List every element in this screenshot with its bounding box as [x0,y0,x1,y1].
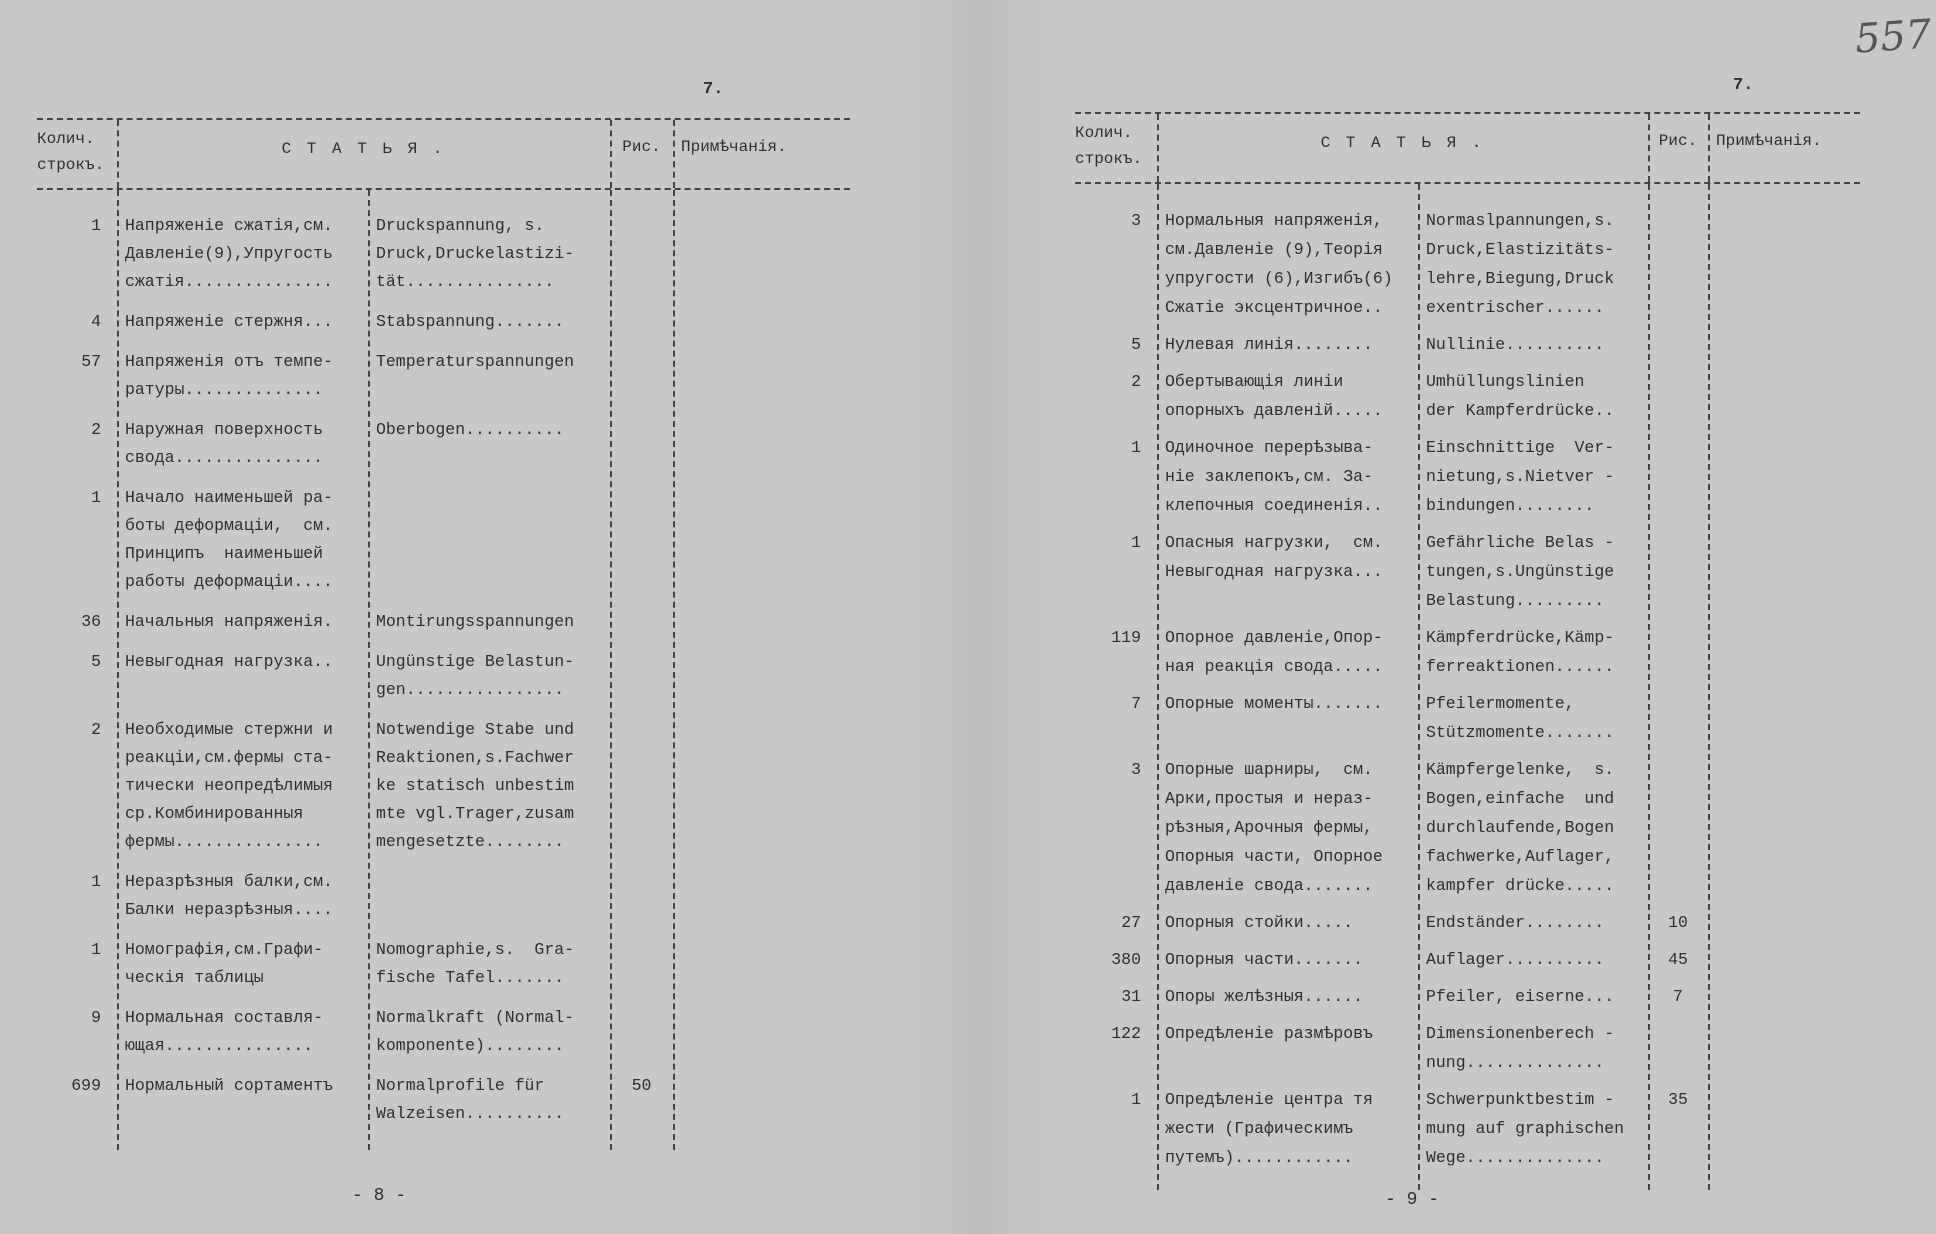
article-german-line: Einschnittige Ver- [1426,438,1615,457]
article-russian-line: работы деформаціи.... [125,572,333,591]
figure-number [610,416,673,472]
table-row [37,416,850,472]
handwritten-folio-number: 557 [1853,11,1933,63]
article-russian-line: Напряженіе сжатія,см. [125,216,333,235]
article-russian [1157,755,1418,900]
table-row [37,1004,850,1060]
right-page-number: - 9 - [1385,1190,1440,1210]
article-russian-line: Невыгодная нагрузка.. [125,652,333,671]
article-german-line: Kämpfergelenke, s. [1426,760,1615,779]
table-row [37,212,850,296]
notes-cell [673,1072,850,1128]
article-german-line: bindungen........ [1426,496,1595,515]
line-count: 36 [81,612,101,631]
line-count: 3 [1131,211,1141,230]
article-german-line: Pfeiler, eiserne... [1426,987,1615,1006]
right-page-column-number: 7. [1733,76,1754,95]
article-german [1418,528,1648,615]
article-german-line: Belastung......... [1426,591,1605,610]
article-german-line: Druck,Elastizitäts- [1426,240,1615,259]
line-count: 3 [1131,760,1141,779]
article-german [368,1004,610,1060]
notes-cell [673,648,850,704]
notes-cell [673,608,850,636]
table-row [1075,945,1860,974]
article-russian-line: Опорные моменты....... [1165,694,1383,713]
notes-cell [1708,689,1860,747]
article-german-line: Druck,Druckelastizi- [376,244,575,263]
article-russian [117,416,368,472]
notes-cell [1708,367,1860,425]
right-page-table [1075,112,1860,1190]
article-german-line: Stützmomente....... [1426,723,1615,742]
header-count [1075,114,1159,182]
article-german-line: lehre,Biegung,Druck [1426,269,1615,288]
article-russian [117,868,368,924]
figure-number [1648,206,1708,322]
article-german-line: Notwendige Stabe und [376,720,575,739]
line-count: 380 [1111,950,1141,969]
article-german-line: Schwerpunktbestim - [1426,1090,1615,1109]
article-german [368,1072,610,1128]
line-count: 1 [91,216,101,235]
article-russian-line: рѣзныя,Арочныя фермы, [1165,818,1373,837]
notes-cell [1708,1085,1860,1172]
notes-cell [673,212,850,296]
article-german [1418,908,1648,937]
figure-number [1648,330,1708,359]
article-russian-line: давленіе свода....... [1165,876,1373,895]
header-figure-label: Рис. [622,138,661,156]
table-row [1075,433,1860,520]
article-russian-line: Нормальныя напряженія, [1165,211,1383,230]
line-count: 1 [91,872,101,891]
article-german [368,348,610,404]
article-german-line: ferreaktionen...... [1426,657,1615,676]
article-russian [1157,367,1418,425]
article-russian [1157,908,1418,937]
figure-number [610,212,673,296]
article-german-line: Montirungsspannungen [376,612,575,631]
article-german [1418,755,1648,900]
article-russian [117,1004,368,1060]
article-russian [117,484,368,596]
article-german [1418,433,1648,520]
figure-number: 7 [1673,987,1683,1006]
table-header [37,118,850,190]
article-russian-line: упругости (6),Изгибъ(6) [1165,269,1393,288]
article-russian [1157,1085,1418,1172]
article-russian-line: фермы............... [125,832,324,851]
article-russian-line: Напряженія отъ темпе- [125,352,333,371]
article-german [1418,623,1648,681]
article-german-line: Temperaturspannungen [376,352,575,371]
left-page-table [37,118,850,1150]
article-german [1418,330,1648,359]
article-russian-line: см.Давленіе (9),Теорія [1165,240,1383,259]
table-row [1075,982,1860,1011]
header-figure-label: Рис. [1658,132,1698,150]
figure-number [610,868,673,924]
line-count: 1 [91,940,101,959]
table-row [37,1072,850,1128]
article-german-line: fachwerke,Auflager, [1426,847,1615,866]
figure-number [1648,1019,1708,1077]
article-russian-line: Опредѣленіе размѣровъ [1165,1024,1373,1043]
article-russian-line: Арки,простыя и нераз- [1165,789,1373,808]
article-russian-line: Номографія,см.Графи- [125,940,324,959]
article-german-line: Auflager.......... [1426,950,1605,969]
line-count: 1 [1131,438,1141,457]
table-row [37,648,850,704]
article-russian [117,936,368,992]
notes-cell [673,348,850,404]
figure-number: 35 [1668,1090,1688,1109]
article-russian [1157,433,1418,520]
line-count: 119 [1111,628,1141,647]
table-row [1075,908,1860,937]
line-count: 5 [91,652,101,671]
article-german-line: durchlaufende,Bogen [1426,818,1615,837]
figure-number [610,608,673,636]
article-german-line: Pfeilermomente, [1426,694,1575,713]
article-german-line: Nullinie.......... [1426,335,1605,354]
article-german [1418,206,1648,322]
notes-cell [1708,433,1860,520]
article-russian-line: клепочныя соединенія.. [1165,496,1383,515]
table-body [1075,184,1860,1190]
article-russian-line: Опорныя части....... [1165,950,1364,969]
figure-number [610,1004,673,1060]
article-german-line: tungen,s.Ungünstige [1426,562,1615,581]
article-german [368,212,610,296]
header-notes-label: Примѣчанія. [681,138,787,156]
notes-cell [1708,945,1860,974]
article-german-line: Walzeisen.......... [376,1104,565,1123]
article-german-line: Umhüllungslinien [1426,372,1585,391]
notes-cell [673,868,850,924]
header-count-line: Колич. [37,130,95,148]
article-russian-line: жести (Графическимъ [1165,1119,1354,1138]
article-german-line: Normalkraft (Normal- [376,1008,575,1027]
article-russian-line: реакціи,см.фермы ста- [125,748,333,767]
header-count-line: Колич. [1075,124,1133,142]
article-russian-line: Опорныя стойки..... [1165,913,1354,932]
table-row [1075,330,1860,359]
table-row [1075,623,1860,681]
article-russian-line: Одиночное перерѣзыва- [1165,438,1373,457]
article-german [1418,1019,1648,1077]
table-row [37,608,850,636]
line-count: 9 [91,1008,101,1027]
article-russian-line: боты деформаціи, см. [125,516,333,535]
article-russian [1157,330,1418,359]
article-russian-line: Давленіе(9),Упругость [125,244,333,263]
article-russian [117,212,368,296]
line-count: 1 [1131,1090,1141,1109]
article-russian-line: ческія таблицы [125,968,264,987]
header-article [1157,114,1650,182]
article-german-line: Reaktionen,s.Fachwer [376,748,575,767]
article-german [1418,367,1648,425]
article-german-line: nung.............. [1426,1053,1605,1072]
article-russian-line: Опорное давленіе,Опор- [1165,628,1383,647]
article-german-line: gen................ [376,680,565,699]
article-russian-line: путемъ)............ [1165,1148,1354,1167]
line-count: 5 [1131,335,1141,354]
line-count: 57 [81,352,101,371]
line-count: 31 [1121,987,1141,1006]
table-row [1075,206,1860,322]
article-german-line: Stabspannung....... [376,312,565,331]
header-notes [673,120,850,188]
article-german [368,484,610,596]
article-russian [1157,528,1418,615]
figure-number [610,936,673,992]
article-russian [1157,982,1418,1011]
article-german [1418,945,1648,974]
article-russian [117,648,368,704]
article-german-line: mengesetzte........ [376,832,565,851]
header-article [117,120,612,188]
notes-cell [673,716,850,856]
figure-number [1648,433,1708,520]
article-german [368,716,610,856]
article-german-line: Endständer........ [1426,913,1605,932]
header-notes [1708,114,1860,182]
header-article-label: С Т А Т Ь Я . [1320,134,1485,152]
article-russian-line: Необходимые стержни и [125,720,333,739]
article-russian-line: Опоры желѣзныя...... [1165,987,1364,1006]
table-row [1075,528,1860,615]
article-german-line: Bogen,einfache und [1426,789,1615,808]
header-count-line: строкъ. [1075,150,1143,168]
article-german-line: Ungünstige Belastun- [376,652,575,671]
article-russian-line: сжатія............... [125,272,333,291]
notes-cell [1708,908,1860,937]
article-german-line: Normalprofile für [376,1076,545,1095]
article-german-line: der Kampferdrücke.. [1426,401,1615,420]
table-row [37,348,850,404]
table-row [1075,1019,1860,1077]
article-russian [1157,689,1418,747]
article-german [1418,1085,1648,1172]
line-count: 27 [1121,913,1141,932]
table-row [1075,1085,1860,1172]
notes-cell [1708,623,1860,681]
article-russian-line: Наружная поверхность [125,420,324,439]
article-russian-line: Принципъ наименьшей [125,544,324,563]
article-german-line: Oberbogen.......... [376,420,565,439]
figure-number: 10 [1668,913,1688,932]
article-russian [117,716,368,856]
header-article-label: С Т А Т Ь Я . [281,140,446,158]
article-russian-line: Нормальная составля- [125,1008,324,1027]
table-row [1075,755,1860,900]
article-russian [117,608,368,636]
article-german [368,608,610,636]
figure-number: 45 [1668,950,1688,969]
notes-cell [1708,755,1860,900]
article-russian-line: тически неопредѣлимыя [125,776,333,795]
table-body [37,190,850,1150]
figure-number [1648,623,1708,681]
article-russian-line: Опредѣленіе центра тя [1165,1090,1373,1109]
figure-number [1648,528,1708,615]
article-german-line: mung auf graphischen [1426,1119,1625,1138]
article-russian-line: Обертывающія линіи [1165,372,1344,391]
line-count: 2 [1131,372,1141,391]
notes-cell [1708,528,1860,615]
article-german-line: Kämpferdrücke,Kämp- [1426,628,1615,647]
header-figure [610,120,675,188]
notes-cell [1708,1019,1860,1077]
notes-cell [1708,206,1860,322]
line-count: 2 [91,720,101,739]
article-german [1418,689,1648,747]
line-count: 7 [1131,694,1141,713]
line-count: 2 [91,420,101,439]
notes-cell [1708,330,1860,359]
article-russian-line: Нормальный сортаментъ [125,1076,333,1095]
notes-cell [673,1004,850,1060]
article-russian [117,348,368,404]
table-row [37,868,850,924]
notes-cell [673,484,850,596]
notes-cell [673,308,850,336]
article-russian [117,1072,368,1128]
article-german-line: ke statisch unbestim [376,776,575,795]
header-count-line: строкъ. [37,156,105,174]
article-german-line: fische Tafel....... [376,968,565,987]
article-german [368,416,610,472]
figure-number [610,308,673,336]
article-german-line: Nomographie,s. Gra- [376,940,575,959]
article-german [368,936,610,992]
table-row [37,936,850,992]
article-german-line: mte vgl.Trager,zusam [376,804,575,823]
figure-number: 50 [631,1076,652,1095]
table-row [1075,689,1860,747]
book-gutter [905,0,1055,1234]
article-german-line: tät............... [376,272,555,291]
figure-number [610,484,673,596]
article-german [368,868,610,924]
left-page-column-number: 7. [703,80,724,99]
article-german [1418,982,1648,1011]
article-german [368,308,610,336]
article-russian-line: Опасныя нагрузки, см. [1165,533,1383,552]
article-russian-line: ніе заклепокъ,см. За- [1165,467,1373,486]
article-russian [117,308,368,336]
article-russian-line: Начало наименьшей ра- [125,488,333,507]
table-row [1075,367,1860,425]
notes-cell [673,416,850,472]
line-count: 1 [91,488,101,507]
article-russian-line: свода............... [125,448,324,467]
article-russian-line: ющая............... [125,1036,314,1055]
header-count [37,120,119,188]
article-russian-line: Балки неразрѣзныя.... [125,900,333,919]
figure-number [1648,755,1708,900]
figure-number [1648,367,1708,425]
article-russian-line: Сжатіе эксцентричное.. [1165,298,1383,317]
article-german-line: Gefährliche Belas - [1426,533,1615,552]
article-russian-line: Неразрѣзныя балки,см. [125,872,333,891]
article-german-line: exentrischer...... [1426,298,1605,317]
article-russian-line: Начальныя напряженія. [125,612,333,631]
table-row [37,484,850,596]
article-russian [1157,945,1418,974]
article-russian [1157,206,1418,322]
line-count: 4 [91,312,101,331]
figure-number [610,716,673,856]
article-russian [1157,1019,1418,1077]
header-figure [1648,114,1710,182]
line-count: 1 [1131,533,1141,552]
article-russian [1157,623,1418,681]
article-russian-line: ратуры.............. [125,380,324,399]
article-german-line: komponente)........ [376,1036,565,1055]
article-russian-line: Невыгодная нагрузка... [1165,562,1383,581]
article-german-line: kampfer drücke..... [1426,876,1615,895]
article-german-line: Wege.............. [1426,1148,1605,1167]
line-count: 122 [1111,1024,1141,1043]
article-german-line: nietung,s.Nietver - [1426,467,1615,486]
notes-cell [1708,982,1860,1011]
left-page-number: - 8 - [352,1186,407,1206]
figure-number [610,348,673,404]
article-russian-line: Опорныя части, Опорное [1165,847,1383,866]
table-header [1075,112,1860,184]
article-german [368,648,610,704]
article-russian-line: Опорные шарниры, см. [1165,760,1373,779]
figure-number [1648,689,1708,747]
article-russian-line: Напряженіе стержня... [125,312,333,331]
notes-cell [673,936,850,992]
article-russian-line: Нулевая линія........ [1165,335,1373,354]
header-notes-label: Примѣчанія. [1716,132,1822,150]
article-german-line: Dimensionenberech - [1426,1024,1615,1043]
table-row [37,308,850,336]
article-german-line: Normaslpannungen,s. [1426,211,1615,230]
figure-number [610,648,673,704]
article-russian-line: опорныхъ давленій..... [1165,401,1383,420]
table-row [37,716,850,856]
line-count: 699 [71,1076,101,1095]
article-russian-line: ная реакція свода..... [1165,657,1383,676]
article-russian-line: ср.Комбинированныя [125,804,304,823]
article-german-line: Druckspannung, s. [376,216,545,235]
